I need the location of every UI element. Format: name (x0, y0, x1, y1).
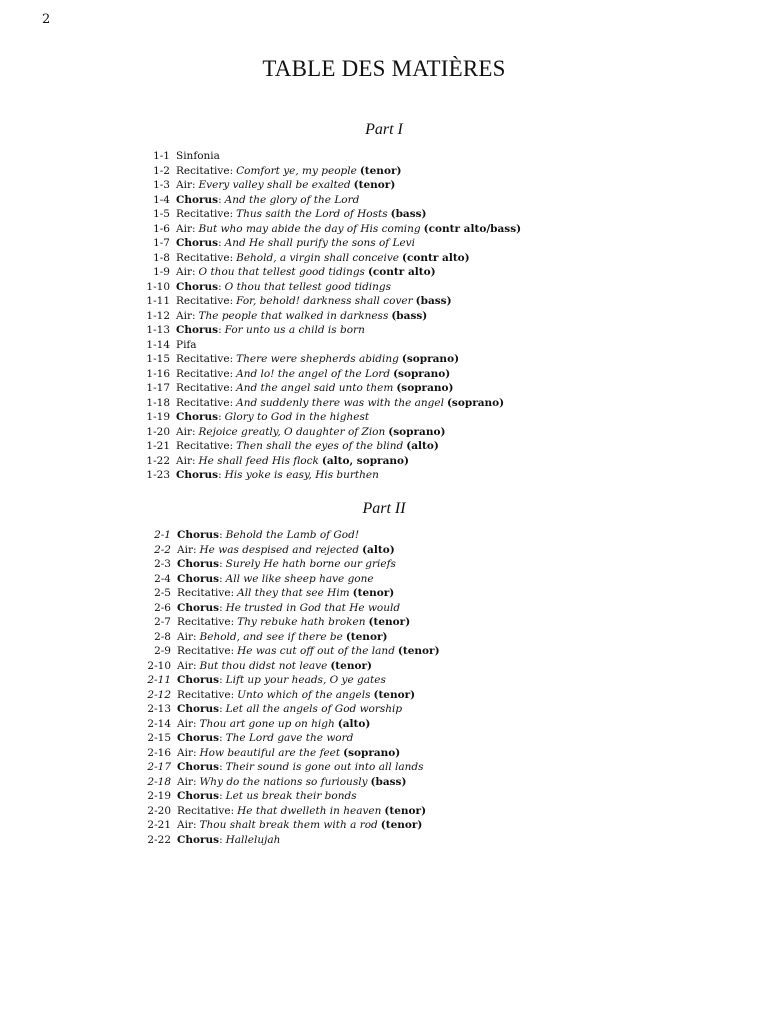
entry-title: O thou that tellest good tidings (198, 266, 365, 278)
entry-separator: : (219, 732, 223, 744)
toc-entry (144, 630, 440, 645)
entry-form: Chorus (177, 761, 220, 773)
entry-form: Air (176, 425, 192, 438)
entry-separator: : (219, 674, 223, 686)
entry-title: Behold the Lamb of God! (225, 529, 360, 541)
entry-number: 1-8 (153, 251, 170, 264)
entry-number: 1-13 (146, 324, 170, 336)
entry-number: 1-4 (153, 193, 170, 206)
entry-number: 1-3 (153, 179, 170, 191)
entry-title: There were shepherds abiding (236, 353, 399, 365)
entry-number: 1-22 (146, 454, 170, 467)
entry-voice: (tenor) (345, 630, 388, 643)
entry-title: But thou didst not leave (199, 659, 328, 672)
entry-separator: : (191, 309, 196, 322)
entry-separator: : (219, 790, 223, 802)
toc-entry (146, 309, 521, 324)
entry-separator: : (229, 396, 234, 409)
entry-form: Chorus (177, 790, 220, 802)
entry-separator: : (229, 295, 234, 307)
entry-title: How beautiful are the feet (199, 746, 341, 759)
toc-entry (144, 615, 440, 630)
entry-title: His yoke is easy, His burthen (224, 469, 379, 481)
toc-entry (144, 528, 440, 543)
toc-entry (146, 381, 521, 396)
toc-entry (144, 731, 440, 746)
entry-voice: (tenor) (353, 179, 396, 191)
entry-separator: : (219, 529, 223, 541)
part-2-heading: Part II (362, 500, 406, 517)
page-title: TABLE DES MATIÈRES (262, 56, 506, 81)
entry-number: 2-12 (147, 688, 171, 701)
entry-form: Air (177, 543, 193, 556)
entry-form: Recitative (177, 587, 231, 599)
entry-separator: : (229, 353, 234, 365)
entry-number: 1-5 (153, 208, 170, 220)
entry-form: Chorus (176, 469, 219, 481)
entry-separator: : (219, 558, 223, 570)
toc-entry (146, 410, 521, 425)
entry-form: Air (176, 266, 192, 278)
entry-separator: : (229, 164, 234, 177)
page-number: 2 (42, 12, 51, 27)
toc-entry (144, 775, 440, 790)
toc-entry (146, 468, 521, 483)
toc-entry (144, 673, 440, 688)
entry-title: All they that see Him (237, 587, 350, 599)
entry-voice: (tenor) (373, 688, 416, 701)
entry-voice: (contr alto) (402, 251, 470, 264)
entry-voice: (bass) (370, 775, 407, 788)
entry-title: But who may abide the day of His coming (198, 222, 421, 235)
entry-number: 1-1 (153, 150, 170, 162)
entry-title: And the angel said unto them (236, 382, 394, 394)
entry-form: Recitative (176, 251, 230, 264)
toc-entry (146, 149, 521, 164)
entry-number: 2-3 (154, 558, 171, 570)
entry-title: He that dwelleth in heaven (237, 804, 382, 817)
toc-entry (146, 222, 521, 237)
entry-number: 2-13 (147, 703, 171, 715)
entry-title: He trusted in God that He would (225, 601, 401, 614)
entry-title: Unto which of the angels (237, 688, 371, 701)
toc-entry (146, 367, 521, 382)
entry-form: Chorus (176, 411, 219, 423)
entry-separator: : (191, 266, 196, 278)
entry-separator: : (230, 645, 235, 657)
toc-entry (144, 601, 440, 616)
entry-number: 2-2 (154, 543, 171, 556)
entry-separator: : (229, 251, 234, 264)
entry-separator: : (219, 761, 223, 773)
entry-number: 1-11 (146, 295, 170, 307)
toc-entry (146, 164, 521, 179)
entry-separator: : (192, 717, 197, 730)
entry-title: All we like sheep have gone (225, 572, 374, 585)
entry-separator: : (218, 411, 222, 423)
entry-title: The people that walked in darkness (198, 309, 389, 322)
entry-voice: (alto, soprano) (321, 454, 409, 467)
entry-title: Comfort ye, my people (236, 164, 357, 177)
entry-number: 1-21 (146, 440, 170, 452)
entry-title: He was despised and rejected (199, 543, 360, 556)
entry-title: Thus saith the Lord of Hosts (236, 208, 388, 220)
entry-separator: : (218, 324, 222, 336)
entry-form: Chorus (177, 833, 220, 846)
entry-form: Recitative (177, 688, 231, 701)
entry-title: O thou that tellest good tidings (224, 280, 392, 293)
toc-entry (144, 557, 440, 572)
entry-voice: (tenor) (397, 645, 440, 657)
toc-entry (146, 294, 521, 309)
entry-voice: (alto) (337, 717, 371, 730)
toc-entry (146, 323, 521, 338)
entry-title: For unto us a child is born (224, 324, 365, 336)
entry-title: He shall feed His flock (198, 454, 319, 467)
entry-title: Hallelujah (225, 833, 281, 846)
entry-number: 2-10 (147, 659, 171, 672)
entry-form: Chorus (177, 732, 220, 744)
entry-form: Recitative (177, 804, 231, 817)
entry-voice: (bass) (415, 295, 452, 307)
entry-separator: : (191, 425, 196, 438)
entry-separator: : (192, 819, 197, 831)
entry-form: Recitative (176, 440, 230, 452)
entry-voice: (contr alto) (367, 266, 436, 278)
entry-title: Their sound is gone out into all lands (225, 761, 424, 773)
toc-entry (144, 833, 440, 848)
entry-title: For, behold! darkness shall cover (236, 295, 413, 307)
entry-voice: (tenor) (330, 659, 372, 672)
entry-number: 1-6 (153, 222, 170, 235)
entry-voice: (bass) (391, 309, 428, 322)
entry-voice: (tenor) (368, 616, 411, 628)
entry-form: Air (177, 630, 193, 643)
toc-entry (144, 804, 440, 819)
toc-entry (146, 439, 521, 454)
entry-title: Behold, a virgin shall conceive (236, 251, 399, 264)
toc-entry (146, 338, 521, 353)
entry-number: 2-8 (154, 630, 171, 643)
toc-entry (144, 789, 440, 804)
entry-title: Thy rebuke hath broken (237, 616, 366, 628)
entry-voice: (soprano) (396, 382, 454, 394)
entry-separator: : (230, 804, 235, 817)
entry-number: 2-4 (154, 572, 171, 585)
entry-voice: (tenor) (380, 819, 423, 831)
entry-voice: (soprano) (388, 425, 446, 438)
entry-separator: : (219, 601, 223, 614)
entry-separator: : (218, 237, 222, 249)
part-1-contents (146, 149, 521, 483)
entry-title: Lift up your heads, O ye gates (225, 674, 386, 686)
entry-number: 2-5 (154, 587, 171, 599)
entry-voice: (soprano) (343, 746, 401, 759)
entry-number: 2-15 (147, 732, 171, 744)
entry-voice: (bass) (390, 208, 427, 220)
entry-form: Recitative (176, 295, 230, 307)
toc-entry (146, 396, 521, 411)
entry-number: 2-18 (147, 775, 171, 788)
entry-form: Pifa (176, 338, 197, 351)
entry-number: 1-7 (153, 237, 170, 249)
entry-number: 1-23 (146, 469, 170, 481)
entry-number: 1-2 (153, 164, 170, 177)
entry-number: 1-17 (146, 382, 170, 394)
entry-form: Recitative (177, 616, 231, 628)
entry-separator: : (218, 469, 222, 481)
entry-voice: (tenor) (384, 804, 427, 817)
entry-separator: : (230, 688, 235, 701)
entry-number: 2-19 (147, 790, 171, 802)
entry-number: 1-15 (146, 353, 170, 365)
entry-voice: (contr alto/bass) (423, 222, 522, 235)
entry-form: Recitative (176, 208, 230, 220)
toc-entry (146, 454, 521, 469)
entry-separator: : (192, 746, 197, 759)
entry-form: Recitative (176, 164, 230, 177)
entry-form: Air (177, 717, 193, 730)
entry-form: Recitative (176, 396, 230, 409)
entry-title: Let all the angels of God worship (225, 703, 403, 715)
entry-title: He was cut off out of the land (237, 645, 395, 657)
toc-entry (146, 265, 521, 280)
toc-entry (146, 207, 521, 222)
entry-title: Why do the nations so furiously (199, 775, 368, 788)
entry-number: 2-7 (154, 616, 171, 628)
entry-voice: (soprano) (393, 367, 451, 380)
entry-form: Chorus (176, 280, 219, 293)
entry-number: 1-12 (146, 309, 170, 322)
entry-number: 2-9 (154, 645, 171, 657)
entry-form: Recitative (177, 645, 231, 657)
toc-entry (144, 543, 440, 558)
toc-entry (144, 818, 440, 833)
toc-entry (144, 586, 440, 601)
entry-voice: (alto) (362, 543, 395, 556)
entry-title: Thou art gone up on high (199, 717, 335, 730)
entry-form: Chorus (177, 601, 220, 614)
entry-voice: (tenor) (352, 587, 395, 599)
entry-separator: : (218, 280, 222, 293)
entry-separator: : (230, 616, 235, 628)
entry-separator: : (191, 222, 196, 235)
entry-separator: : (229, 382, 234, 394)
entry-form: Air (177, 775, 193, 788)
entry-form: Chorus (177, 558, 220, 570)
entry-form: Chorus (176, 193, 219, 206)
entry-separator: : (192, 630, 197, 643)
entry-form: Air (177, 819, 193, 831)
entry-number: 2-16 (147, 746, 171, 759)
entry-separator: : (219, 833, 223, 846)
entry-form: Chorus (177, 703, 220, 715)
toc-entry (144, 659, 440, 674)
entry-number: 2-6 (154, 601, 171, 614)
entry-number: 2-1 (154, 529, 171, 541)
entry-title: And suddenly there was with the angel (236, 396, 444, 409)
entry-separator: : (229, 367, 234, 380)
entry-voice: (tenor) (359, 164, 402, 177)
entry-separator: : (219, 703, 223, 715)
entry-number: 1-20 (146, 425, 170, 438)
entry-voice: (soprano) (401, 353, 460, 365)
entry-number: 2-11 (147, 674, 171, 686)
entry-number: 1-16 (146, 367, 170, 380)
entry-number: 1-19 (146, 411, 170, 423)
entry-number: 2-20 (147, 804, 171, 817)
entry-title: Every valley shall be exalted (198, 179, 351, 191)
entry-title: Let us break their bonds (225, 790, 357, 802)
entry-form: Recitative (176, 353, 230, 365)
entry-number: 1-18 (146, 396, 170, 409)
toc-entry (146, 236, 521, 251)
entry-form: Chorus (177, 529, 220, 541)
entry-form: Air (176, 222, 192, 235)
entry-form: Air (177, 746, 193, 759)
entry-separator: : (230, 587, 235, 599)
entry-form: Air (176, 454, 192, 467)
entry-form: Air (176, 309, 192, 322)
toc-entry (144, 572, 440, 587)
entry-number: 2-14 (147, 717, 171, 730)
entry-separator: : (219, 572, 223, 585)
entry-title: Glory to God in the highest (224, 411, 370, 423)
entry-title: Then shall the eyes of the blind (236, 440, 404, 452)
entry-title: Surely He hath borne our griefs (225, 558, 396, 570)
entry-voice: (alto) (406, 440, 439, 452)
entry-separator: : (191, 454, 196, 467)
toc-entry (144, 702, 440, 717)
entry-form: Chorus (176, 237, 219, 249)
entry-separator: : (229, 440, 234, 452)
toc-entry (144, 717, 440, 732)
entry-separator: : (192, 659, 197, 672)
entry-title: And lo! the angel of the Lord (236, 367, 391, 380)
entry-number: 2-21 (147, 819, 171, 831)
toc-entry (144, 760, 440, 775)
entry-form: Air (176, 179, 192, 191)
entry-separator: : (192, 775, 197, 788)
entry-form: Chorus (176, 324, 219, 336)
entry-separator: : (191, 179, 196, 191)
entry-form: Chorus (177, 674, 220, 686)
entry-form: Chorus (177, 572, 220, 585)
entry-separator: : (218, 193, 222, 206)
entry-title: Thou shalt break them with a rod (199, 819, 378, 831)
entry-title: And He shall purify the sons of Levi (224, 237, 415, 249)
entry-title: And the glory of the Lord (224, 193, 360, 206)
entry-title: The Lord gave the word (225, 732, 354, 744)
entry-separator: : (229, 208, 234, 220)
part-2-contents (144, 528, 440, 847)
entry-form: Recitative (176, 367, 230, 380)
toc-entry (144, 746, 440, 761)
toc-entry (146, 193, 521, 208)
entry-form: Sinfonia (176, 150, 220, 162)
toc-entry (144, 644, 440, 659)
part-1-heading: Part I (365, 121, 403, 138)
entry-form: Recitative (176, 382, 230, 394)
toc-entry (146, 425, 521, 440)
toc-entry (146, 251, 521, 266)
entry-number: 1-10 (146, 280, 170, 293)
entry-form: Air (177, 659, 193, 672)
entry-separator: : (192, 543, 197, 556)
entry-voice: (soprano) (446, 396, 505, 409)
toc-entry (146, 280, 521, 295)
entry-number: 2-22 (147, 833, 171, 846)
toc-entry (146, 178, 521, 193)
entry-number: 2-17 (147, 761, 171, 773)
toc-entry (146, 352, 521, 367)
entry-number: 1-9 (153, 266, 170, 278)
entry-title: Rejoice greatly, O daughter of Zion (198, 425, 386, 438)
entry-title: Behold, and see if there be (199, 630, 343, 643)
entry-number: 1-14 (146, 338, 170, 351)
toc-entry (144, 688, 440, 703)
